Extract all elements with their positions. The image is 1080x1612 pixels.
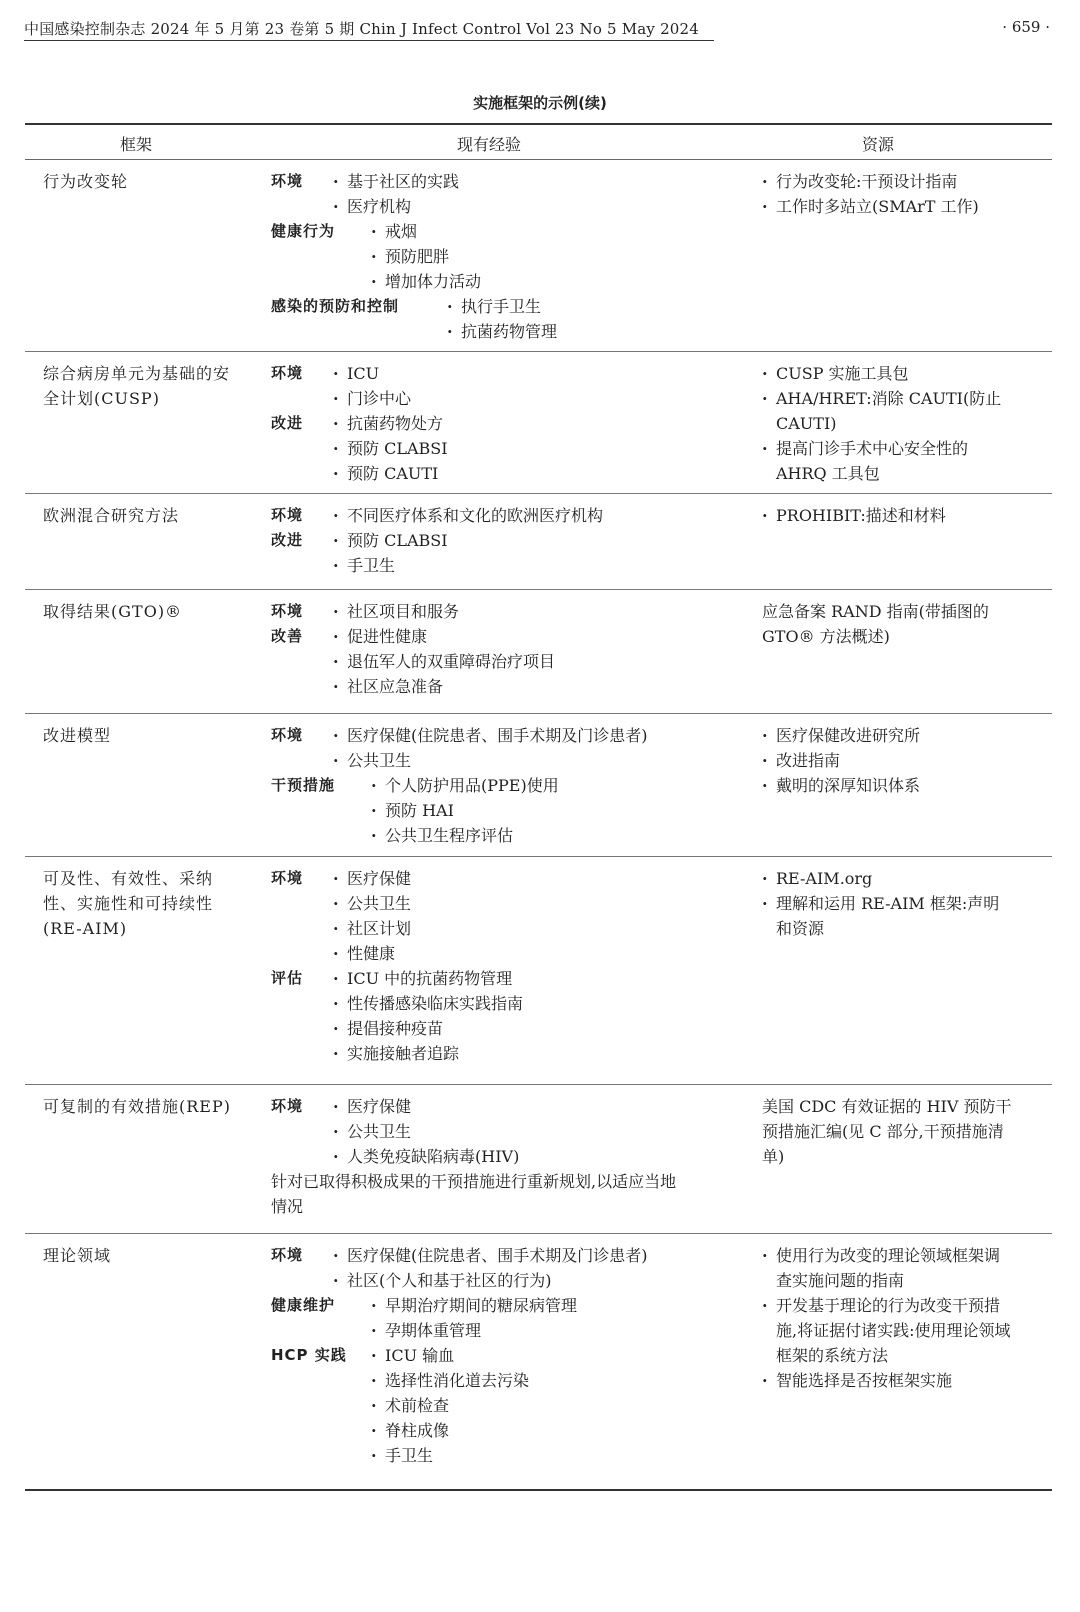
experience-item: · 预防 CLABSI [333,436,751,461]
experience-group [271,528,751,578]
experience-item: · 抗菌药物处方 [333,411,751,436]
resource-item [762,361,1014,386]
resource-text: · AHA/HRET:消除 CAUTI(防止 CAUTI) [776,389,1002,433]
experience-item: · 预防 CLABSI [333,528,751,553]
resource-text: · 提高门诊手术中心安全性的 AHRQ 工具包 [776,439,969,483]
experience-cell [271,723,751,848]
framework-table [25,123,1052,1491]
resources-cell [762,866,1014,941]
table-row-cusp [25,352,1052,494]
resources-cell [762,723,1014,798]
group-label: 环境 [271,602,304,620]
experience-item: · 术前检查 [371,1393,751,1418]
experience-cell [271,1243,751,1468]
resource-text: · 改进指南 [776,751,841,770]
experience-item: · 门诊中心 [333,386,751,411]
resource-item [762,1243,1014,1293]
framework-name: 综合病房单元为基础的安全计划(CUSP) [43,364,231,408]
resource-text: · 开发基于理论的行为改变干预措施,将证据付诸实践:使用理论领域框架的系统方法 [776,1296,1011,1365]
framework-name: 可复制的有效措施(REP) [43,1097,231,1116]
framework-name: 行为改变轮 [43,172,129,191]
resource-item [762,503,1014,528]
resource-text: · 理解和运用 RE-AIM 框架:声明和资源 [776,894,1000,938]
experience-group [271,294,751,344]
resource-text: 应急备案 RAND 指南(带插图的 GTO® 方法概述) [762,602,989,646]
group-label: HCP 实践 [271,1346,347,1364]
experience-item: · 脊柱成像 [371,1418,751,1443]
table-caption: 实施框架的示例(续) [473,94,607,112]
experience-item: · 医疗保健 [333,1094,751,1119]
experience-item: · 基于社区的实践 [333,169,751,194]
resource-text: · CUSP 实施工具包 [776,364,909,383]
column-header-experience: 现有经验 [457,135,522,154]
group-label: 环境 [271,506,304,524]
experience-item: · 预防肥胖 [371,244,751,269]
group-label: 健康维护 [271,1296,336,1314]
experience-item: · 提倡接种疫苗 [333,1016,751,1041]
table-row-rep [25,1085,1052,1234]
experience-group [271,599,751,624]
experience-item: · 社区项目和服务 [333,599,751,624]
experience-item: · 孕期体重管理 [371,1318,751,1343]
experience-group [271,723,751,773]
experience-group [271,1094,751,1169]
experience-item: · 选择性消化道去污染 [371,1368,751,1393]
running-header [24,18,1050,42]
resource-item [762,748,1014,773]
group-label: 感染的预防和控制 [271,297,400,315]
experience-item: · 医疗机构 [333,194,751,219]
experience-cell [271,599,751,699]
resource-text: · 戴明的深厚知识体系 [776,776,921,795]
experience-item: · 增加体力活动 [371,269,751,294]
experience-item: · 执行手卫生 [447,294,751,319]
experience-item: · ICU 输血 [371,1343,751,1368]
experience-group [271,966,751,1066]
experience-group [271,503,751,528]
framework-name: 可及性、有效性、采纳性、实施性和可持续性(RE-AIM) [43,869,214,938]
experience-item: · 早期治疗期间的糖尿病管理 [371,1293,751,1318]
group-label: 环境 [271,726,304,744]
experience-item: · 预防 CAUTI [333,461,751,486]
experience-cell [271,503,751,578]
experience-item: · 退伍军人的双重障碍治疗项目 [333,649,751,674]
column-header-resources: 资源 [862,135,895,154]
journal-citation: 中国感染控制杂志 2024 年 5 月第 23 卷第 5 期 Chin J Infect Control Vol 23 No 5 May 2024 [24,20,700,38]
group-label: 干预措施 [271,776,336,794]
experience-cell [271,169,751,344]
experience-item: · 性传播感染临床实践指南 [333,991,751,1016]
resources-cell [762,169,1014,219]
experience-item: · ICU 中的抗菌药物管理 [333,966,751,991]
experience-item: · 人类免疫缺陷病毒(HIV) [333,1144,751,1169]
experience-group [271,169,751,219]
experience-item: · 实施接触者追踪 [333,1041,751,1066]
resource-item [762,386,1014,436]
experience-item: · 医疗保健 [333,866,751,891]
experience-group [271,866,751,966]
experience-item: · 手卫生 [333,553,751,578]
experience-group [271,624,751,699]
experience-item: · 社区应急准备 [333,674,751,699]
resources-cell [762,361,1014,486]
experience-group [271,411,751,486]
experience-item: · 医疗保健(住院患者、围手术期及门诊患者) [333,723,751,748]
experience-group [271,1293,751,1343]
resource-item [762,866,1014,891]
experience-item: · 性健康 [333,941,751,966]
table-row-re-aim [25,857,1052,1085]
group-label: 改善 [271,627,304,645]
experience-item: · ICU [333,361,751,386]
resource-item [762,194,1014,219]
experience-item: · 抗菌药物管理 [447,319,751,344]
framework-name: 改进模型 [43,726,112,745]
experience-group [271,219,751,294]
experience-group [271,773,751,848]
table-row-theoretical-domains [25,1234,1052,1489]
column-header-framework: 框架 [120,135,153,154]
resource-item [762,1368,1014,1393]
resource-item [762,436,1014,486]
header-rule [24,40,714,41]
resource-text: · 使用行为改变的理论领域框架调查实施问题的指南 [776,1246,1001,1290]
experience-item: · 公共卫生 [333,891,751,916]
experience-item: · 社区计划 [333,916,751,941]
experience-item: · 手卫生 [371,1443,751,1468]
group-label: 改进 [271,414,304,432]
page-number: · 659 · [1002,18,1050,36]
resource-text: · RE-AIM.org [776,869,873,888]
experience-item: · 不同医疗体系和文化的欧洲医疗机构 [333,503,751,528]
group-label: 环境 [271,364,304,382]
experience-item: · 戒烟 [371,219,751,244]
experience-item: · 公共卫生 [333,1119,751,1144]
resource-text: · 智能选择是否按框架实施 [776,1371,953,1390]
framework-name: 欧洲混合研究方法 [43,506,180,525]
experience-group [271,1243,751,1293]
experience-item: · 促进性健康 [333,624,751,649]
experience-item: · 社区(个人和基于社区的行为) [333,1268,751,1293]
experience-cell [271,1094,751,1219]
group-label: 环境 [271,1246,304,1264]
resource-item [762,723,1014,748]
group-label: 健康行为 [271,222,336,240]
resource-item [762,891,1014,941]
experience-cell [271,866,751,1066]
group-label: 改进 [271,531,304,549]
resource-item [762,1293,1014,1368]
table-row-model-for-improvement [25,714,1052,857]
resource-text: · 工作时多站立(SMArT 工作) [776,197,979,216]
experience-item: · 预防 HAI [371,798,751,823]
experience-note: 针对已取得积极成果的干预措施进行重新规划,以适应当地情况 [271,1172,677,1216]
experience-item: · 个人防护用品(PPE)使用 [371,773,751,798]
experience-item: · 医疗保健(住院患者、围手术期及门诊患者) [333,1243,751,1268]
experience-item: · 公共卫生程序评估 [371,823,751,848]
experience-group [271,1343,751,1468]
table-row-behaviour-change-wheel [25,160,1052,352]
resource-item [762,169,1014,194]
group-label: 环境 [271,1097,304,1115]
resource-text: 美国 CDC 有效证据的 HIV 预防干预措施汇编(见 C 部分,干预措施清单) [762,1097,1012,1166]
table-row-getting-to-outcomes [25,590,1052,714]
resource-item [762,773,1014,798]
experience-group [271,361,751,411]
framework-name: 取得结果(GTO)® [43,602,183,621]
resources-cell [762,599,1014,649]
group-label: 评估 [271,969,304,987]
resources-cell [762,503,1014,528]
table-body [25,160,1052,1489]
resource-text: · PROHIBIT:描述和材料 [776,506,946,525]
group-label: 环境 [271,172,304,190]
experience-cell [271,361,751,486]
experience-item: · 公共卫生 [333,748,751,773]
resources-cell [762,1243,1014,1393]
resource-text: · 医疗保健改进研究所 [776,726,921,745]
framework-name: 理论领域 [43,1246,112,1265]
table-header [25,125,1052,160]
group-label: 环境 [271,869,304,887]
table-row-european-mixed-methods [25,494,1052,590]
resource-text: · 行为改变轮:干预设计指南 [776,172,958,191]
resources-cell [762,1094,1014,1169]
